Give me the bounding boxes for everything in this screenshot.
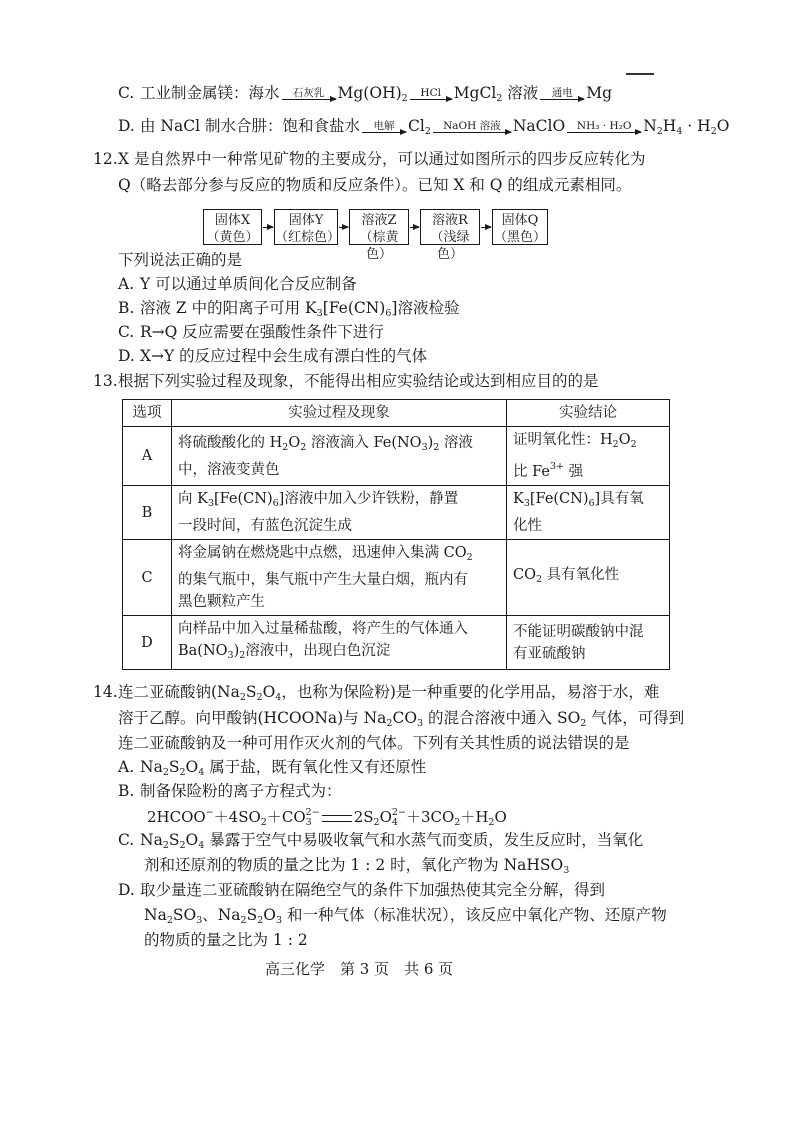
q11-option-c: C. 工业制金属镁：海水 石灰乳 $Mg(OH)_2$ HCl MgCl$_2$ 溶液 通电 Mg [118,84,613,104]
table-row: B 向 $K_3[Fe(CN)_6]$溶液中加入少许铁粉，静置 一段时间，有蓝色沉淀生成 $K_3[Fe(CN)_6]$具有氧 化性 [123,486,670,540]
q12-stem-line2: Q（略去部分参与反应的物质和反应条件）。已知 X 和 Q 的组成元素相同。 [118,176,632,194]
q12-option-c: C. R→Q 反应需要在强酸性条件下进行 [118,323,384,341]
q14-option-a: A. $Na_2S_2O_4$ 属于盐，既有氧化性又有还原性 [118,758,427,778]
q11-option-d: D. 由 NaCl 制水合肼：饱和食盐水 电解 $Cl_2$ NaOH 溶液 NaClO NH₃ · H₂O $N_2H_4 \cdot H_2O$ [118,117,730,137]
table-row: D 向样品中加入过量稀盐酸，将产生的气体通入 $Ba(NO_3)_2$溶液中，出现白色沉淀 不能证明碳酸钠中混 有亚硫酸钠 [123,616,670,670]
q12-option-d: D. X→Y 的反应过程中会生成有漂白性的气体 [118,347,428,365]
flow-box-x: 固体X （黄色） [203,209,262,245]
flow-box-r: 溶液R （浅绿色） [420,209,480,245]
header-process: 实验过程及现象 [172,400,507,427]
header-option: 选项 [123,400,172,427]
reaction-arrow: HCl [410,88,452,101]
q12-option-b: B. 溶液 Z 中的阳离子可用 $K_3[Fe(CN)_6]$溶液检验 [118,299,460,319]
table-row: A 将硫酸酸化的 $H_2O_2$ 溶液滴入 $Fe(NO_3)_2$ 溶液 中，溶液变黄色 证明氧化性：$H_2O_2$ 比 $Fe^{3+}$ 强 [123,427,670,486]
table-header-row [123,400,670,427]
q14-stem-line2: 溶于乙醇。向甲酸钠(HCOONa)与 $Na_2CO_3$ 的混合溶液中通入 $SO_2$ 气体，可得到 [118,709,685,729]
top-mark [626,73,654,75]
q13-stem: 13.根据下列实验过程及现象，不能得出相应实验结论或达到相应目的的是 [93,372,599,390]
q14-option-b: B. 制备保险粉的离子方程式为： [118,782,342,800]
equals-sign [322,815,352,822]
q12-stem-line1: 12.X 是自然界中一种常见矿物的主要成分，可以通过如图所示的四步反应转化为 [93,150,646,168]
flow-arrow [263,227,273,228]
reaction-arrow: 电解 [362,121,406,134]
flow-arrow [481,227,491,228]
q14-option-c-line2: 剂和还原剂的物质的量之比为 1 : 2 时，氧化产物为 NaHSO$_3$ [144,856,570,876]
flow-box-z: 溶液Z （棕黄色） [349,209,409,245]
reaction-arrow: NaOH 溶液 [433,121,511,134]
table-row: C 将金属钠在燃烧匙中点燃，迅速伸入集满 $CO_2$ 的集气瓶中，集气瓶中产生大量白烟，瓶内有 黑色颗粒产生 $CO_2$ 具有氧化性 [123,540,670,616]
flow-box-q: 固体Q （黑色） [492,209,548,245]
q14-stem-line1: 14.连二亚硫酸钠($Na_2S_2O_4$，也称为保险粉)是一种重要的化学用品，易溶于水，难 [93,683,660,703]
q13-table [122,399,670,670]
header-conclusion: 实验结论 [507,400,670,427]
q12-prompt: 下列说法正确的是 [118,251,243,269]
q14-option-d-line3: 的物质的量之比为 1 : 2 [144,931,308,949]
q14-ionic-equation: $2HCOO^-+4SO_2+CO_3^{2-}$ $2S_2O_4^{2-}+3CO_2+H_2O$ [147,807,507,828]
flow-box-y: 固体Y （红棕色） [274,209,338,245]
reaction-arrow: 石灰乳 [282,88,336,101]
q12-option-a: A. Y 可以通过单质间化合反应制备 [118,275,357,293]
flow-arrow [339,227,348,228]
reaction-arrow: NH₃ · H₂O [567,121,641,134]
flow-arrow [410,227,419,228]
q14-option-d-line2: $Na_2SO_3$、$Na_2S_2O_3$ 和一种气体（标准状况），该反应中氧化产物、还原产物 [144,906,667,926]
q14-option-d-line1: D. 取少量连二亚硫酸钠在隔绝空气的条件下加强热使其完全分解，得到 [118,881,606,899]
q14-stem-line3: 连二亚硫酸钠及一种可用作灭火剂的气体。下列有关其性质的说法错误的是 [118,734,630,752]
reaction-arrow: 通电 [540,88,584,101]
q14-option-c-line1: C. $Na_2S_2O_4$ 暴露于空气中易吸收氧气和水蒸气而变质，发生反应时，当氧化 [118,831,644,851]
page-footer: 高三化学 第 3 页 共 6 页 [265,960,454,978]
